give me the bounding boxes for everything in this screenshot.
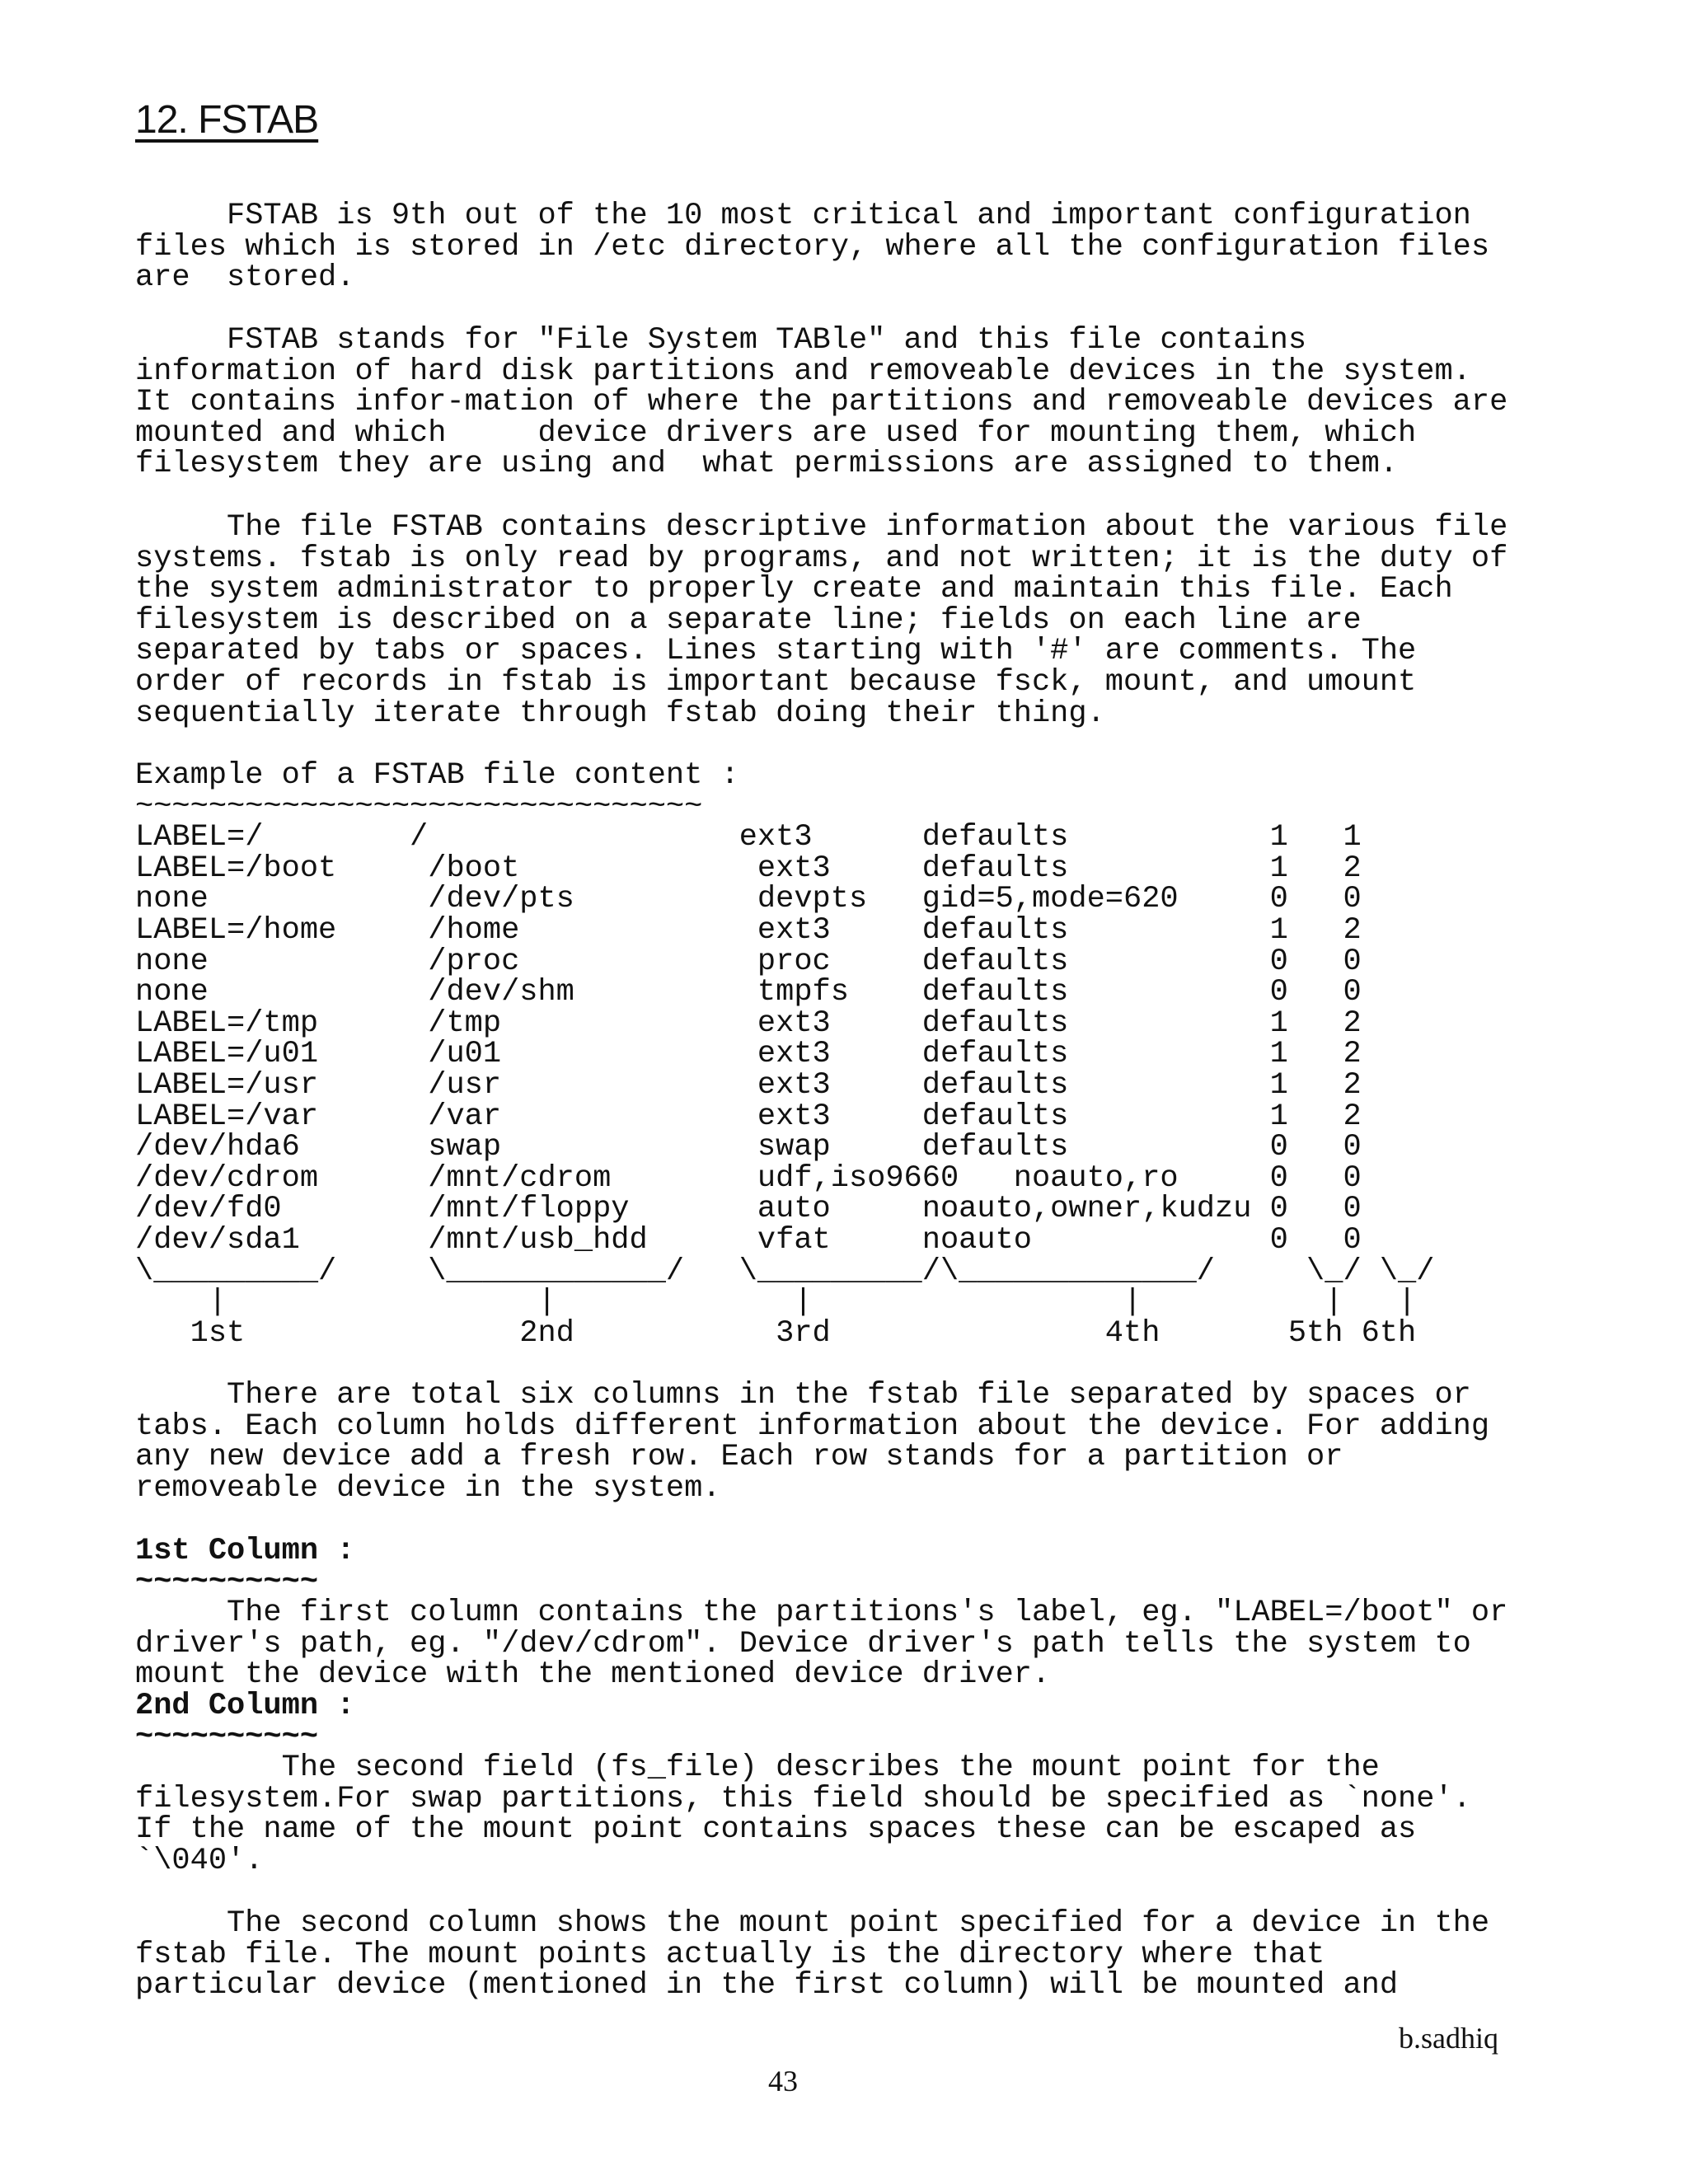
text-line: filesystem is described on a separate line; fields on each line are [135,602,1362,638]
text-line: information of hard disk partitions and removeable devices in the system. [135,354,1471,389]
text-line: The first column contains the partitions's label, eg. "LABEL=/boot" or [135,1596,1508,1631]
column-bracket-line: \_________/ \____________/ \_________/\_____________/ \_/ \_/ [135,1254,1435,1289]
fstab-line: none /proc proc defaults 0 0 [135,944,1362,979]
second-column-tilde-rule: ~~~~~~~~~~ [135,1719,319,1755]
fstab-line: LABEL=/ / ext3 defaults 1 1 [135,820,1362,855]
text-line: any new device add a fresh row. Each row stands for a partition or [135,1440,1343,1475]
intro-paragraph [135,201,1489,294]
example-heading: Example of a FSTAB file content : [135,758,739,793]
description-paragraph [135,510,1508,731]
text-line: If the name of the mount point contains spaces these can be escaped as [135,1812,1417,1848]
fstab-line: none /dev/pts devpts gid=5,mode=620 0 0 [135,882,1362,917]
columns-paragraph [135,1380,1489,1504]
text-line: mount the device with the mentioned device driver. [135,1657,1051,1693]
text-line: order of records in fstab is important because fsck, mount, and umount [135,664,1417,700]
text-line: sequentially iterate through fstab doing their thing. [135,696,1105,731]
text-line: tabs. Each column holds different information about the device. For adding [135,1408,1490,1444]
text-line: The file FSTAB contains descriptive information about the various file [135,510,1508,545]
fstab-line: LABEL=/var /var ext3 defaults 1 2 [135,1099,1362,1134]
fstab-line: LABEL=/home /home ext3 defaults 1 2 [135,912,1362,948]
fstab-line: LABEL=/boot /boot ext3 defaults 1 2 [135,851,1362,886]
text-line: FSTAB stands for "File System TABle" and this file contains [135,323,1307,358]
first-column-heading: 1st Column : [135,1534,355,1568]
text-line: particular device (mentioned in the first column) will be mounted and [135,1968,1399,2004]
text-line: systems. fstab is only read by programs, and not written; it is the duty of [135,541,1508,576]
fstab-line: LABEL=/usr /usr ext3 defaults 1 2 [135,1067,1362,1103]
column-ordinal-line: 1st 2nd 3rd 4th 5th 6th [135,1315,1417,1351]
text-line: removeable device in the system. [135,1470,721,1506]
fstab-line: /dev/fd0 /mnt/floppy auto noauto,owner,kudzu 0 0 [135,1192,1362,1227]
fstab-line: LABEL=/tmp /tmp ext3 defaults 1 2 [135,1005,1362,1041]
fstab-line: none /dev/shm tmpfs defaults 0 0 [135,975,1362,1010]
first-column-tilde-rule: ~~~~~~~~~~ [135,1564,319,1600]
text-line: filesystem they are using and what permissions are assigned to them. [135,447,1399,482]
author-signature: b.sadhiq [1399,2022,1498,2055]
text-line: mounted and which device drivers are used for mounting them, which [135,415,1417,451]
column-pointer-line: | | | | | | [135,1285,1417,1320]
text-line: `\040'. [135,1843,264,1878]
text-line: filesystem.For swap partitions, this field should be specified as `none'. [135,1781,1471,1816]
text-line: FSTAB is 9th out of the 10 most critical and important configuration [135,199,1471,233]
fstab-line: /dev/hda6 swap swap defaults 0 0 [135,1130,1362,1165]
text-line: the system administrator to properly create and maintain this file. Each [135,572,1453,607]
text-line: fstab file. The mount points actually is the directory where that [135,1937,1325,1972]
text-line: are stored. [135,260,355,296]
text-line: The second column shows the mount point specified for a device in the [135,1906,1490,1941]
first-column-section [135,1536,1507,1877]
second-column-heading: 2nd Column : [135,1688,355,1723]
text-line: files which is stored in /etc directory, where all the configuration files [135,229,1490,265]
text-line: separated by tabs or spaces. Lines starting with '#' are comments. The [135,634,1417,669]
page-number: 43 [768,2064,798,2097]
example-tilde-rule: ~~~~~~~~~~~~~~~~~~~~~~~~~~~~~~~ [135,789,703,824]
stands-for-paragraph [135,323,1508,482]
section-title: 12. FSTAB [135,98,319,142]
fstab-line: LABEL=/u01 /u01 ext3 defaults 1 2 [135,1037,1362,1072]
fstab-example [135,758,1435,1351]
text-line: The second field (fs_file) describes the mount point for the [135,1750,1380,1786]
fstab-line: /dev/cdrom /mnt/cdrom udf,iso9660 noauto,ro 0 0 [135,1160,1362,1196]
mount-point-paragraph [135,1906,1490,2004]
text-line: It contains infor-mation of where the partitions and removeable devices are [135,385,1508,420]
fstab-line: /dev/sda1 /mnt/usb_hdd vfat noauto 0 0 [135,1222,1362,1258]
text-line: driver's path, eg. "/dev/cdrom". Device driver's path tells the system to [135,1626,1471,1661]
text-line: There are total six columns in the fstab file separated by spaces or [135,1378,1471,1413]
